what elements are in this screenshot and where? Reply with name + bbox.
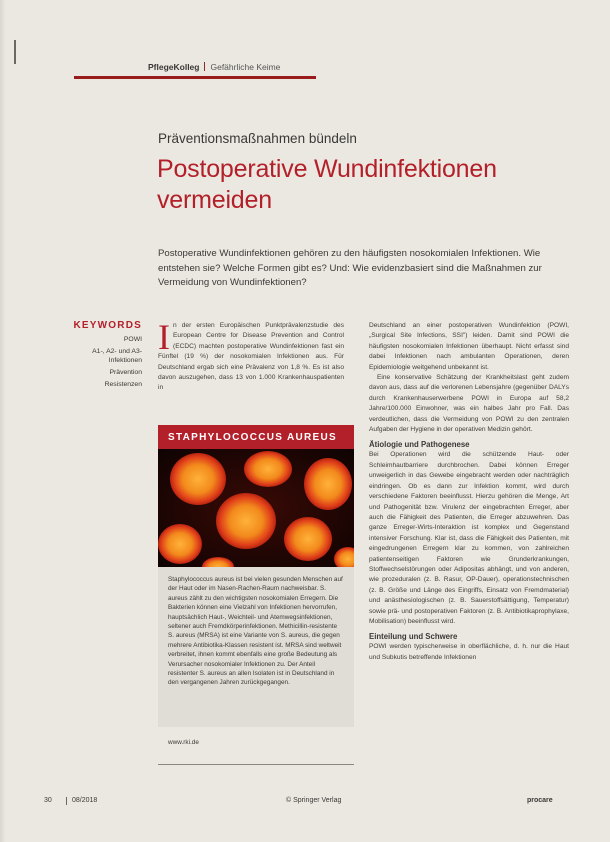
keyword-item: POWI [123,336,142,343]
binding-mark [14,40,16,64]
keyword-item: Prävention [109,369,142,376]
header-brand: PflegeKolleg [148,62,200,72]
figure-box [158,425,354,765]
keywords-box [60,320,142,392]
issue-number: 08/2018 [72,797,98,804]
page-number: 30 [44,797,52,804]
article-title: Postoperative Wundinfektionen vermeiden [157,155,497,214]
footer-divider [66,797,67,805]
figure-caption: Staphylococcus aureus ist bei vielen gesunden Menschen auf der Haut oder im Nasen-Rachen-Raum nachweisbar. S. aureus zählt zu den wichtigsten nosokomialen Erregern. Die Bakterien können eine Vielzahl von Infektionen hervorrufen, hauptsächlich Haut-, Weichteil- und Atemwegsinfektionen, seltener auch Fremdkörperinfektionen. Methicillin-resistente S. aureus (MRSA) ist eine Variante von S. aureus, die gegen mehrere Antibiotika-Klassen resistent ist. MRSA sind weltweit verbreitet, ihnen kommt ebenfalls eine große Bedeutung als Verursacher nosokomialer Infektionen zu. Der Anteil resistenter S. aureus an allen Isolaten ist in Deutschland in den vergangenen Jahren zurückgegangen. [158,567,354,727]
intro-paragraph [158,317,344,394]
section-heading: Einteilung und Schwere [369,632,458,642]
header-section: Gefährliche Keime [210,62,281,72]
article-lead: Postoperative Wundinfektionen gehören zu den häufigsten nosokomialen Infektionen. Wie entstehen sie? Welche Formen gibt es? Und: Wie evidenzbasiert sind die Maßnahmen zur Vermeidung von Wundinfektionen? [158,248,542,288]
journal-name: procare [527,797,553,804]
keywords-title: KEYWORDS [73,320,142,331]
drop-cap: I [158,317,170,357]
body-paragraph: POWI werden typischerweise in oberflächliche, d. h. nur die Haut und Subkutis betreffende Infektionen [369,643,569,661]
keyword-item: Resistenzen [104,381,142,388]
article-kicker: Präventionsmaßnahmen bündeln [158,131,357,146]
header-separator [204,62,205,71]
body-paragraph: Deutschland an einer postoperativen Wundinfektion (POWI, „Surgical Site Infections, SSI") leiden. Damit sind POWI die häufigsten nosokomialen Infektionen überhaupt. Nicht erfasst sind dabei Infektionen nach ambulanten Operationen, deren Epidemiologie weitgehend unbekannt ist. [369,322,569,371]
bacteria-micrograph-image [158,449,354,567]
body-paragraph: Eine konservative Schätzung der Krankheitslast geht zudem davon aus, dass auf die verlorenen Lebensjahre (gegenüber DALYs durch Krankenhauserwerbene POWI in Europa auf 58,2 Jahre/100.000 Einwohner, was ein halbes Jahr pro Fall. Das verdeutlichen, dass die Vermeidung von POWI zu den zentralen Aufgaben der Hygiene in der operativen Medizin gehört. [369,374,569,434]
page-edge [0,0,6,842]
publisher: © Springer Verlag [286,797,342,804]
section-heading: Ätiologie und Pathogenese [369,440,470,450]
body-column-right [369,321,569,663]
running-header [148,62,280,72]
figure-source-link[interactable]: www.rki.de [158,727,354,765]
intro-text: n der ersten Europäischen Punktprävalenzstudie des European Centre for Disease Prevention and Control (ECDC) machten postoperative Wundinfektionen fast ein Fünftel (19 %) der nosokomialen Infektionen aus. Für Deutschland ergab sich eine Prävalenz von 1,8 %. Es ist also davon auszugehen, dass 13 von 1.000 Krankenhauspatienten in [158,322,344,392]
header-rule [74,76,316,79]
body-paragraph: Bei Operationen wird die schützende Haut- oder Schleimhautbarriere durchbrochen. Dabei können Erreger unweigerlich in das Gewebe eingebracht werden oder nachträglich eindringen. Ob es dann zur Infektion kommt, wird durch verschiedene Faktoren beeinflusst. Hierzu gehören die Menge, Art und Pathogenität bzw. Virulenz der eingebrachten Erreger, aber auch die Fähigkeit des Patienten, die Erreger abzuwehren. Das ganze Erreger-Wirts-Interaktion ist komplex und Gegenstand intensiver Forschung. Klar ist, dass die Fähigkeit des Patienten, mit eingedrungenen Erregern klar zu kommen, von zahlreichen patientenseitigen Faktoren wie Grunderkrankungen, Stoffwechselstörungen oder Adipositas abhängt, und von anderen, wie prozeduralen (z. B. Rasur, OP-Dauer), operationstechnischen (z. B. Größe und Länge des Eingriffs, Einsatz von Fremdmaterial) und anästhesiologischen (z. B. Sauerstoffsättigung, Temperatur) sowie prä- und postoperativen Faktoren (z. B. Antibiotikaprophylaxe, Mobilisation) beeinflusst wird. [369,451,569,625]
body-column-left [158,317,344,394]
keyword-item: A1-, A2- und A3-Infektionen [92,348,142,364]
figure-title: STAPHYLOCOCCUS AUREUS [158,425,354,449]
